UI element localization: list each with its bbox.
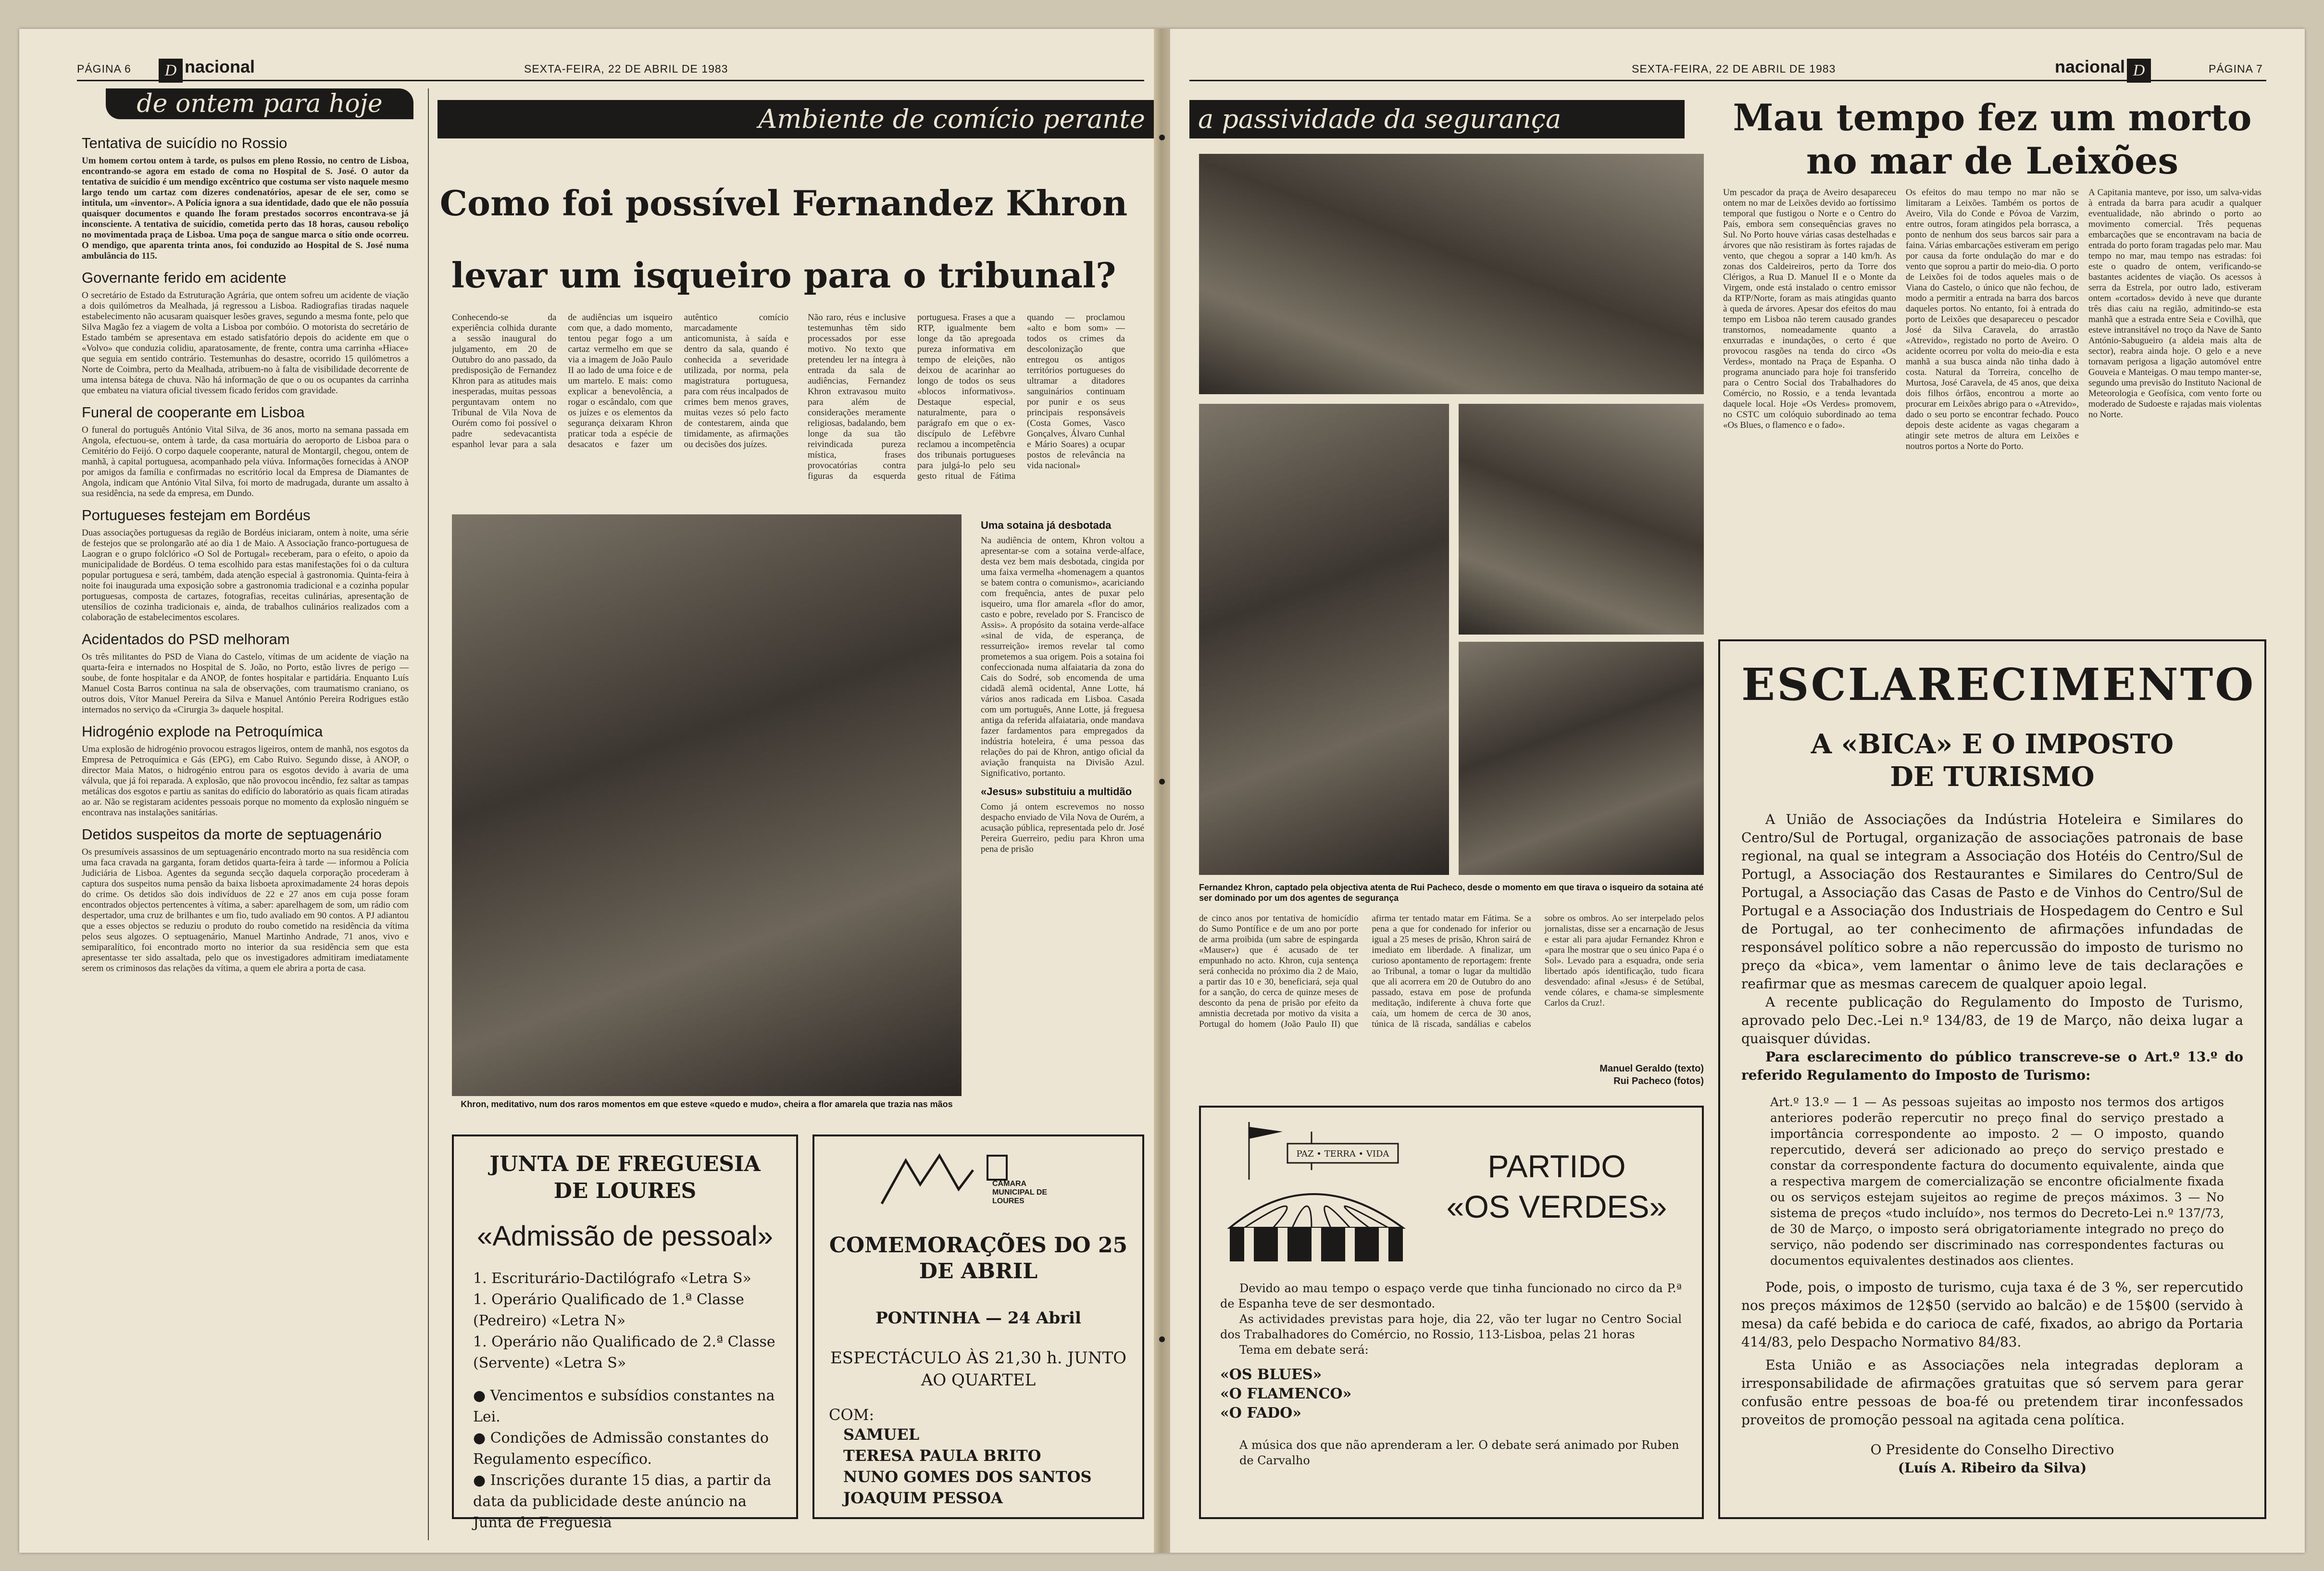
briefs-column	[82, 88, 418, 1545]
newspaper-logo-icon: D	[159, 59, 183, 83]
staple-hole	[1159, 779, 1165, 785]
feature-body-jesus: Como já ontem escrevemos no nosso despacho enviado de Vila Nova de Ourém, a acusação pública, representada pelo dr. José Pereira Guerreiro, pediu para Khron uma pena de prisão	[981, 802, 1144, 854]
esclarecimento-signature-name: (Luís A. Ribeiro da Silva)	[1898, 1460, 2087, 1476]
theme-item: «OS BLUES»	[1220, 1366, 1322, 1383]
feature-subhead-2: «Jesus» substituiu a multidão	[981, 786, 1132, 798]
courtroom-photo	[1199, 154, 1704, 394]
brief-body: O secretário de Estado da Estruturação Agrária, que ontem sofreu um acidente de viação a dois quilómetros da Mealhada, já regressou a Lisboa. Radiografias tiradas naquele estabelecimento não acusaram quaisquer lesões graves, segundo a mesma fonte, pelo que Silva Magão fez a viagem de volta a Lisboa por combóio. O motorista do secretário de Estado também se apresentava em estado satisfatório depois do acidente em que o «Volvo» que conduzia colidiu, aparatosamente, de frente, contra uma carrinha «Hiace» que seguia em sentido contrário. Testemunhas do desastre, ocorrido 15 quilómetros a Norte de Coimbra, perto da Mealhada, atribuem-no à falta de visibilidade decorrente de uma intensa bátega de chuva. Não há informação de que o ou os ocupantes da carrinha que embateu na viatura oficial tivessem ficado feridos com gravidade.	[82, 290, 409, 396]
byline-text: Manuel Geraldo (texto)	[1599, 1063, 1704, 1074]
os-verdes-paragraph: Devido ao mau tempo o espaço verde que tinha funcionado no circo da P.ª de Espanha teve de ser desmontado.	[1220, 1282, 1682, 1310]
ad-esclarecimento	[1718, 639, 2266, 1519]
brief-item	[82, 269, 409, 396]
brief-body: Duas associações portuguesas da região de Bordéus iniciaram, ontem à noite, uma série de festejos que se prolongarão até ao dia 1 de Maio. A Associação franco-portuguesa de Laogran e o grupo folclórico «O Sol de Portugal» receberam, para o efeito, o apoio da municipalidade de Bordéus. O tema escolhido para estas manifestações foi o da cultura popular portuguesa e será, também, dada atenção especial à gastronomia. Quinta-feira à noite foi inaugurada uma exposição sobre a gastronomia tradicional e a cozinha popular portuguesas, composta de cartazes, fotografias, receitas culinárias, apresentação de utensílios de cozinha tradicionais e, ainda, de trabalhos culinários realizados com a colaboração de estabelecimentos escolares.	[82, 528, 409, 623]
condition-text: Vencimentos e subsídios constantes na Lei.	[473, 1387, 775, 1425]
esclarecimento-paragraph: Esta União e as Associações nela integradas deploram a irresponsabilidade de afirmações gratuitas que só servem para gerar confusão entre pessoas de boa-fé ou pretendem tirar inconfessados proveitos de promoção pessoal na agitada cena política.	[1741, 1357, 2243, 1428]
tent-flag-text: PAZ • TERRA • VIDA	[1296, 1149, 1389, 1159]
os-verdes-title	[1432, 1146, 1682, 1227]
page-date: SEXTA-FEIRA, 22 DE ABRIL DE 1983	[1632, 62, 1836, 75]
right-page	[1170, 29, 2305, 1553]
condition-item: ● Vencimentos e subsídios constantes na Lei.	[473, 1387, 775, 1425]
security-agents-photo	[1459, 404, 1704, 635]
theme-item: «O FADO»	[1220, 1405, 1302, 1421]
brief-title: Funeral de cooperante em Lisboa	[82, 404, 305, 421]
brief-title: Hidrogénio explode na Petroquímica	[82, 723, 323, 740]
header-rule	[1189, 80, 2266, 81]
ad-25-abril-show: ESPECTÁCULO ÀS 21,30 h. JUNTO AO QUARTEL	[830, 1348, 1127, 1390]
byline-photos: Rui Pacheco (fotos)	[1613, 1076, 1704, 1086]
brief-body: Um homem cortou ontem à tarde, os pulsos em pleno Rossio, no centro de Lisboa, encontrando-se agora em estado de coma no Hospital de S. José. O autor da tentativa de suicídio é um mendigo excêntrico que costuma ser visto naquele mesmo largo tendo um cartaz com dizeres condenatórios, apesar de ele ser, como se intitula, um «inventor». A Polícia ignora a sua identidade, dado que ele não possuía quaisquer documentos e quando lhe foram prestados socorros encontrava-se já inconsciente. A tentativa de suicídio, cometida perto das 18 horas, causou reboliço no movimentada praça de Lisboa. Uma poça de sangue marca o sítio onde ocorreu. O mendigo, que aparenta trinta anos, foi conduzido ao Hospital de S. José numa ambulância do 115.	[82, 156, 409, 261]
esclarecimento-signature-role: O Presidente do Conselho Directivo	[1870, 1442, 2114, 1458]
ad-loures-title: JUNTA DE FREGUESIA DE LOURES	[489, 1152, 761, 1203]
esclarecimento-paragraph: Para esclarecimento do público transcreve-se o Art.º 13.º do referido Regulamento do Imposto de Turismo:	[1741, 1049, 2243, 1083]
brief-title: Governante ferido em acidente	[82, 269, 287, 286]
khron-lighter-photo	[1199, 404, 1449, 875]
page-number: PÁGINA 6	[77, 62, 131, 75]
brief-title: Acidentados do PSD melhoram	[82, 631, 290, 648]
feature-body-conclusion: de cinco anos por tentativa de homicídio do Sumo Pontífice e de um ano por porte de arma proibida (um sabre de espingarda «Mauser») que é acusado de ter empunhado no acto. Khron, cuja sentença será conhecida no próximo dia 2 de Maio, a partir das 10 e 30, beneficiará, seja qual for a sanção, do cerca de quinze meses de desconto da pena de prisão por efeito da amnistia decretada por motivo da visita a Portugal do homem (João Paulo II) que afirma ter tentado matar em Fátima. Se a pena a que for condenado for inferior ou igual a 25 meses de prisão, Khron sairá de imediato em liberdade. A finalizar, um curioso apontamento de reportagem: frente ao Tribunal, a tomar o lugar da multidão que ali acorrera em 20 de Outubro do ano passado, estava em pose de profunda meditação, indiferente à chuva forte que caía, um homem de cerca de 30 anos, túnica de lã riscada, sandálias e cabelos sobre os ombros. Ao ser interpelado pelos jornalistas, disse ser a encarnação de Jesus e estar ali para ajudar Fernandez Khron e «para lhe mostrar que o seu único Papa é o Sol». Levado para a esquadra, onde seria libertado após identificação, tudo ficara desvendado: afinal «Jesus» é de Setúbal, vende cólares, e chama-se simplesmente Carlos da Cruz!.	[1199, 913, 1704, 1029]
storm-headline-line-1: Mau tempo fez um morto	[1733, 96, 2252, 139]
brief-body: Os presumíveis assassinos de um septuagenário encontrado morto na sua residência com uma faca cravada na garganta, foram detidos quarta-feira à tarde — informou a Polícia Judiciária de Lisboa. Agentes da segunda secção daquela corporação procederam à captura dos suspeitos numa pensão da baixa lisboeta aproximadamente 24 horas depois do crime. Os detidos são dois indivíduos de 22 e 27 anos em cuja posse foram encontrados objectos pertencentes à vítima, a saber: aparelhagem de som, um rádio com despertador, uma cruz de brilhantes e um fio, tudo avaliado em 90 contos. A PJ adiantou que a esses objectos se reduziu o produto do roubo cometido na residência da vítima pelos seus algozes. O septuagenário, Manuel Martinho Andrade, 71 anos, vivo e semiparalítico, foi encontrado morto no interior da sua residência sem que esta apresentasse ter sido assaltada, pelo que os investigadores admitiram imediatamente serem os criminosos das relações da vítima, a quem ele abrira a porta de casa.	[82, 847, 409, 973]
feature-body-intro: Conhecendo-se da experiência colhida durante a sessão inaugural do julgamento, em 20 de Outubro do ano passado, da predisposição de Fernandez Khron para as atitudes mais inesperadas, muitas pessoas perguntavam ontem no Tribunal de Vila Nova de Ourém como foi possível o padre sedevacantista espanhol levar para a sala de audiências um isqueiro com que, a dado momento, tentou pegar fogo a um cartaz vermelho em que se via a imagem de João Paulo II ao lado de uma foice e de um martelo. E mais: como explicar a benevolência, a rogar o escândalo, com que os juízes e os elementos da segurança deixaram Khron praticar toda a espécie de desacatos e fazer um autêntico comício marcadamente anticomunista, à saída e dentro da sala, quando é conhecida a severidade utilizada, por norma, pela magistratura portuguesa, para com réus incalpados de crimes bem menos graves, muitas vezes só pelo facto de contestarem, ainda que timidamente, as afirmações ou decisões dos juízes.	[452, 312, 788, 449]
ad-loures-headline: «Admissão de pessoal»	[477, 1221, 773, 1252]
camara-logo-text: CÂMARA MUNICIPAL DE LOURES	[992, 1180, 1048, 1205]
brief-title: Portugueses festejam em Bordéus	[82, 507, 311, 524]
brief-item	[82, 404, 409, 499]
brief-item	[82, 723, 409, 818]
brief-item	[82, 631, 409, 715]
esclarecimento-subtitle-2: DE TURISMO	[1890, 761, 2095, 793]
esclarecimento-paragraph: A recente publicação do Regulamento do Imposto de Turismo, aprovado pelo Dec.-Lei n.º 134/83, de 19 de Março, não deixa lugar a quaisquer dúvidas.	[1741, 994, 2243, 1047]
bylines	[1555, 1062, 1704, 1087]
feature-headline-line-2: levar um isqueiro para o tribunal?	[451, 255, 1116, 296]
feature-body-continued: Não raro, réus e inclusive testemunhas têm sido processados por esse motivo. No texto que pretendeu ler na íntegra à entrada da sala de audiências, Fernandez Khron extravasou muito para além de considerações meramente religiosas, badalando, bem longe da sua tão reivindicada pureza mística, frases provocatórias contra figuras da esquerda portuguesa. Frases a que a RTP, igualmente bem longe da tão apregoada pureza informativa em tempo de eleições, não deixou de acarinhar ao longo de todos os seus «blocos informativos». Destaque especial, naturalmente, para o parágrafo em que o ex-discípulo de Lefèbvre reclamou a incompetência dos tribunais portugueses para julgá-lo pelo seu gesto ritual de Fátima quando — proclamou «alto e bom som» — todos os crimes da descolonização que entregou os antigos territórios portugueses do ultramar a ditadores sanguinários continuam por punir e os seus principais responsáveis (Costa Gomes, Vasco Gonçalves, Álvaro Cunhal e Mário Soares) a ocupar postos de relevância na vida nacional»	[808, 312, 1125, 481]
esclarecimento-paragraph: A União de Associações da Indústria Hoteleira e Similares do Centro/Sul de Portugal, organização de associações patronais de base regional, na qual se integram a Associação dos Hotéis do Centro/Sul de Portugl, a Associação dos Restaurantes e Similares do Centro/Sul de Portugal, a Associação das Casas de Pasto e de Vinhos do Centro/Sul de Portugal e a Associação dos Industriais de Hospedagem do Centro e Sul de Portugal, ao ter conhecimento de afirmações infundadas de responsável político sobre a não repercussão do imposto de turismo no preço da «bica», vem lamentar o ânimo leve de tais declarações e reafirmar que as mesmas carecem de qualquer apoio legal.	[1741, 811, 2243, 992]
circus-tent-icon	[1215, 1117, 1417, 1276]
section-name: nacional	[185, 57, 255, 76]
sequence-photo-caption: Fernandez Khron, captado pela objectiva atenta de Rui Pacheco, desde o momento em que tirava o isqueiro da sotaina até ser dominado por um dos agentes de segurança	[1199, 883, 1704, 903]
performer-name: SAMUEL	[843, 1425, 920, 1444]
brief-body: Os três militantes do PSD de Viana do Castelo, vítimas de um acidente de viação na quarta-feira e internados no Hospital de S. João, no Porto, estão livres de perigo — soube, de fonte hospitalar e da ANOP, de fontes hospitalar e partidária. Enquanto Luís Manuel Costa Barros continua na sala de observações, com traumatismo craniano, os outros dois, Vítor Manuel Pereira da Silva e Manuel António Pereira Rodrigues estão internados no serviço da «Cirurgia 3» daquele hospital.	[82, 652, 409, 715]
storm-column-3: A Capitania manteve, por isso, um salva-vidas à entrada da barra para acudir a qualquer eventualidade, não abrindo o porto ao movimento comercial. Três pequenas embarcações que se encontravam na bacia de entrada do porto foram tragadas pelo mar. Mau tempo no mar, mau tempo nas estradas: foi este o quadro de ontem, verificando-se bastantes acidentes de viação. Os acessos à serra da Estrela, por outro lado, estiveram ontem «cortados» devido à neve que durante três dias caiu na região, admitindo-se esta manhã que a estrada entre Seia e Covilhã, que esteve intransitável no troço da Nave de Santo António-Sabugueiro (a aldeia mais alta de sector), reabra ainda hoje. O gelo e a neve tornavam perigosa a ligação automóvel entre Gouveia e Manteigas. O mau tempo manter-se, segundo uma previsão do Instituto Nacional de Meteorologia e Geofísica, com vento forte ou moderado de Sudoeste e rajadas mais violentas no Norte.	[2088, 187, 2262, 420]
ad-25-abril-place: PONTINHA — 24 Abril	[875, 1309, 1081, 1328]
brief-title: Tentativa de suicídio no Rossio	[82, 135, 287, 151]
page-fold	[1154, 29, 1170, 1553]
position-item: 1. Operário Qualificado de 1.ª Classe (Pedreiro) «Letra N»	[473, 1291, 744, 1329]
brief-item	[82, 135, 409, 262]
brief-body: O funeral do português António Vital Silva, de 36 anos, morto na semana passada em Angola, efectuou-se, ontem à tarde, da casa mortuária do aeroporto de Lisboa para o Cemitério do Feijó. O corpo daquele cooperante, natural de Montargil, chegou, ontem de manhã, à capital portuguesa, acompanhado pela viúva. Informações fornecidas à ANOP por amigos da família e confirmadas no escritório local da Empresa de Diamantes de Angola, indicam que António Vital Silva, foi morto de madrugada, durante um assalto à sua residência, na sede da empresa, em Dundo.	[82, 425, 409, 499]
section-name: nacional	[2055, 57, 2125, 76]
feature-side-column	[981, 519, 1144, 1115]
page-number: PÁGINA 7	[2209, 62, 2263, 75]
khron-photo	[452, 514, 962, 1096]
brief-item	[82, 826, 409, 974]
storm-headline-line-2: no mar de Leixões	[1806, 139, 2179, 182]
ad-25-abril	[812, 1135, 1144, 1519]
condition-item: ● Inscrições durante 15 dias, a partir da data da publicidade deste anúncio na Junta de Freguesia	[473, 1472, 772, 1531]
ad-25-abril-title: COMEMORAÇÕES DO 25 DE ABRIL	[829, 1233, 1128, 1284]
position-item: 1. Operário não Qualificado de 2.ª Classe (Servente) «Letra S»	[473, 1334, 775, 1372]
position-item: 1. Escriturário-Dactilógrafo «Letra S»	[473, 1270, 751, 1287]
storm-column-2: Os efeitos do mau tempo no mar não se limitaram a Leixões. Também os portos de Aveiro, Vila do Conde e Póvoa de Varzim, entre outros, foram atingidos pela borrasca, a ponto de nenhum dos seus barcos sair para a faina. Várias embarcações estiveram em perigo por causa da forte ondulação do mar e do vento que soprou a partir do meio-dia. O porto de Leixões foi de todos aqueles mais o de Viana do Castelo, o único que não fechou, de modo a permitir a entrada na barra dos barcos daqueles portos. No entanto, foi à entrada do porto de Leixões que desapareceu o pescador José da Silva Caravela, do arrastão «Atrevido», registado no porto de Aveiro. O acidente ocorreu por volta do meio-dia e esta manhã a sua busca ainda não tinha dado à costa. Natural da Torreira, concelho de Murtosa, José Caravela, de 45 anos, que deixa dois filhos órfãos, encontrou a morte ao procurar em Leixões abrigo para o «Atrevido», dado o seu porto se encontrar fechado. Pouco depois deste acidente as vagas chegaram a atingir sete metros de altura em Leixões e noutros portos a Norte do Porto.	[1906, 187, 2079, 451]
performer-name: TERESA PAULA BRITO	[843, 1446, 1041, 1465]
ad-25-abril-logo	[829, 1151, 1128, 1218]
ad-25-abril-performers	[829, 1424, 1128, 1509]
os-verdes-title-line-1: PARTIDO	[1487, 1148, 1626, 1184]
brief-body: Uma explosão de hidrogénio provocou estragos ligeiros, ontem de manhã, nos esgotos da Empresa de Petroquímica e Gás (EPG), em Cabo Ruivo. Segundo disse, à ANOP, o director Maia Matos, o hidrogénio entrou para os esgotos devido à avaria de uma válvula, que já foi reparada. A explosão, que não provocou incêndio, fez saltar as tampas metálicas dos esgotos e partiu as sanitas do edifício do laboratório as quais ficam atiradas ao ar. Não se registaram acidentes pessoais porque no momento da explosão ninguém se encontrava nas instalações sanitárias.	[82, 744, 409, 818]
header-rule	[77, 80, 1144, 81]
esclarecimento-subtitle-1: A «BICA» E O IMPOSTO	[1811, 728, 2174, 760]
column-title: de ontem para hoje	[106, 88, 413, 119]
page-date: SEXTA-FEIRA, 22 DE ABRIL DE 1983	[524, 62, 728, 75]
os-verdes-title-line-2: «OS VERDES»	[1446, 1189, 1667, 1224]
esclarecimento-quote: Art.º 13.º — 1 — As pessoas sujeitas ao imposto nos termos dos artigos anteriores poderão repercutir no preço final do serviço prestado a importância correspondente ao imposto. 2 — O imposto, quando repercutido, deverá ser adicionado ao preço do serviço prestado e constar da correspondente factura do documento equivalente, ainda que a respectiva margem de comercialização se encontre oficialmente fixada ou os serviços estejam sujeitos ao regime de preços máximos. 3 — No sistema de preços «tudo incluído», nos termos do Decreto-Lei n.º 137/73, de 30 de Março, o imposto será obrigatoriamente integrado no preço do serviço, não podendo ser discriminado nas correspondentes facturas ou documentos equivalentes destinados aos clientes.	[1770, 1095, 2224, 1268]
os-verdes-paragraph: As actividades previstas para hoje, dia 22, vão ter lugar no Centro Social dos Trabalhadores do Comércio, no Rossio, 113-Lisboa, pelas 21 horas	[1220, 1312, 1682, 1341]
staple-hole	[1159, 1336, 1165, 1342]
storm-column-1: Um pescador da praça de Aveiro desapareceu ontem no mar de Leixões devido ao fortíssimo temporal que fustigou o Norte e o Centro do País, embora sem consequências graves no Sul. No Porto houve várias casas destelhadas e árvores que não resistiram às fortes rajadas de vento, que chegou a soprar a 140 km/h. As zonas dos Caldeireiros, perto da Torre dos Clérigos, a Rua D. Manuel II e o Monte da Virgem, onde está instalado o centro emissor da RTP/Norte, foram as mais atingidas quanto à queda de árvores. Apesar dos efeitos do mau tempo em Lisboa não terem causado grandes transtornos, nomeadamente quanto a enxurradas e inundações, o certo é que provocou rasgões na tenda do circo «Os Verdes», montado na Praça de Espanha. O programa anunciado para hoje foi transferido para o Centro Social dos Trabalhadores do Comércio, no Rossio, e a tenda levantada daquele local. Hoje «Os Verdes» promovem, no CSTC um colóquio subordinado ao tema «Os Blues, o flamenco e o fado».	[1723, 187, 1896, 430]
feature-headline-line-1: Como foi possível Fernandez Khron	[439, 183, 1128, 224]
esclarecimento-paragraph: Pode, pois, o imposto de turismo, cuja taxa é de 3 %, ser repercutido nos preços máximos de 12$50 (servido ao balcão) e de 15$00 (servido à mesa) da café bebida e do carioca de café, fixados, ao abrigo da Portaria 414/83, pelo Despacho Normativo 84/83.	[1741, 1279, 2243, 1350]
section-masthead	[2055, 57, 2151, 83]
newspaper-spread	[19, 29, 2305, 1553]
feature-banner: Ambiente de comício perante	[437, 100, 1154, 138]
condition-text: Condições de Admissão constantes do Regulamento específico.	[473, 1430, 769, 1468]
brief-item	[82, 507, 409, 623]
khron-photo-caption: Khron, meditativo, num dos raros momentos em que esteve «quedo e mudo», cheira a flor amarela que trazia nas mãos	[461, 1099, 953, 1109]
column-divider	[428, 88, 429, 1540]
theme-item: «O FLAMENCO»	[1220, 1385, 1352, 1402]
esclarecimento-title: ESCLARECIMENTO	[1741, 659, 2256, 711]
ad-os-verdes	[1199, 1106, 1704, 1519]
ad-loures-conditions	[473, 1385, 777, 1534]
briefs-list	[82, 127, 409, 974]
brief-title: Detidos suspeitos da morte de septuagenário	[82, 826, 382, 843]
feature-subhead-1: Uma sotaina já desbotada	[981, 519, 1112, 531]
staple-hole	[1159, 135, 1165, 140]
newspaper-logo-icon: D	[2127, 59, 2151, 83]
condition-item: ● Condições de Admissão constantes do Regulamento específico.	[473, 1430, 769, 1468]
ad-25-abril-with: COM:	[829, 1406, 875, 1424]
khron-dominated-photo	[1459, 642, 1704, 875]
ad-loures-positions	[473, 1268, 777, 1374]
condition-text: Inscrições durante 15 dias, a partir da data da publicidade deste anúncio na Junta de Freguesia	[473, 1472, 772, 1531]
feature-body-sotaina: Na audiência de ontem, Khron voltou a apresentar-se com a sotaina verde-alface, desta vez bem mais desbotada, cingida por uma faixa vermelha «homenagem a quantos se batem contra o comunismo», acariciando com frequência, antes de puxar pelo isqueiro, uma flor amarela «flor do amor, casto e pobre, revelado por S. Francisco de Assis». A propósito da sotaina verde-alface «sinal de vida, de esperança, de ressurreição» iremos revelar tal como prometemos a sua origem. Pois a sotaina foi confeccionada numa alfaiataria da zona do Cais do Sodré, sob encomenda de uma cidadã alemã ocidental, Anne Lotte, há vários anos radicada em Lisboa. Casada com um português, Anne Lotte, já freguesa antiga da referida alfaiataria, onde mandava fazer fardamentos para empregados da indústria hoteleira, é uma pessoa das relações do pai de Khron, antigo oficial da aviação franquista na Divisão Azul. Significativo, portanto.	[981, 536, 1144, 778]
os-verdes-theme-label: Tema em debate será:	[1239, 1343, 1369, 1357]
os-verdes-footer: A música dos que não aprenderam a ler. O debate será animado por Ruben de Carvalho	[1239, 1438, 1679, 1467]
section-masthead	[159, 57, 255, 83]
left-page	[19, 29, 1154, 1553]
performer-name: JOAQUIM PESSOA	[843, 1489, 1003, 1507]
os-verdes-body	[1220, 1281, 1682, 1468]
performer-name: NUNO GOMES DOS SANTOS	[843, 1468, 1092, 1486]
feature-banner-continued: a passividade da segurança	[1189, 100, 1685, 138]
os-verdes-themes	[1220, 1365, 1682, 1423]
ad-junta-loures	[452, 1135, 798, 1531]
